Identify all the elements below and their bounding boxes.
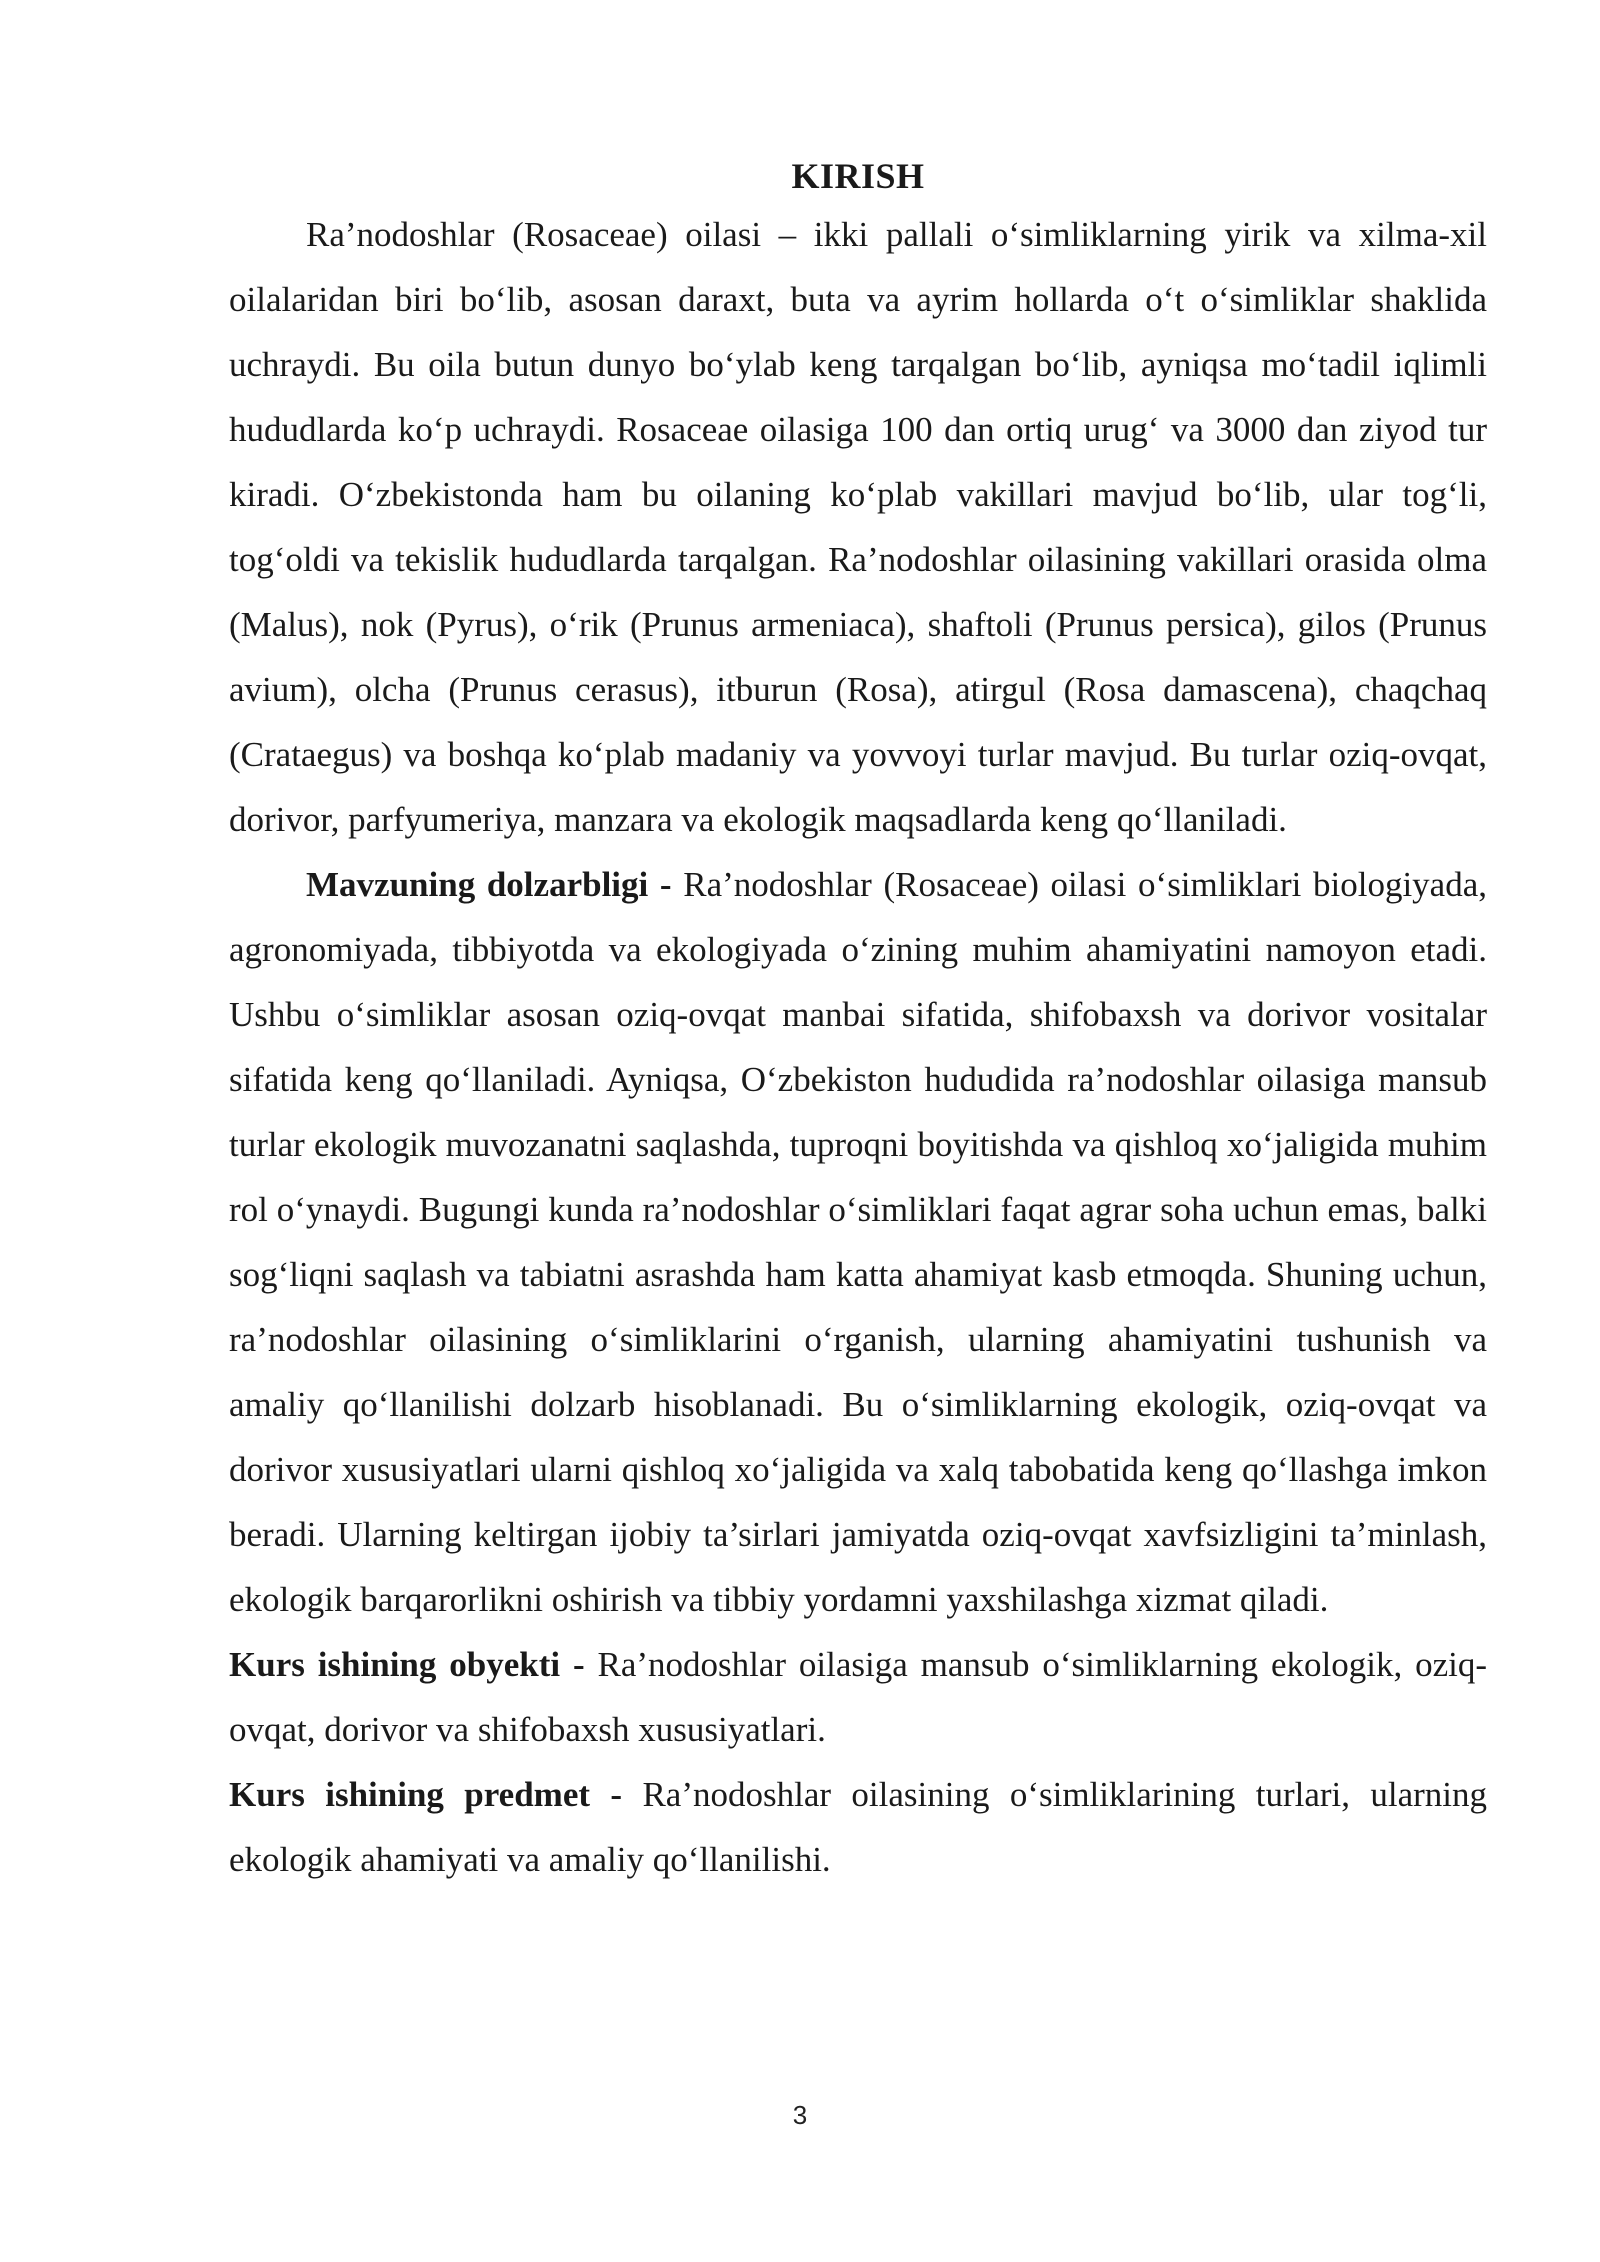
intro-paragraph: Ra’nodoshlar (Rosaceae) oilasi – ikki pallali o‘simliklarning yirik va xilma-xil oilalaridan biri bo‘lib, asosan daraxt, buta va ayrim hollarda o‘t o‘simliklar shaklida uchraydi. Bu oila butun dunyo bo‘ylab keng tarqalgan bo‘lib, ayniqsa mo‘tadil iqlimli hududlarda ko‘p uchraydi. Rosaceae oilasiga 100 dan ortiq urug‘ va 3000 dan ziyod tur kiradi. O‘zbekistonda ham bu oilaning ko‘plab vakillari mavjud bo‘lib, ular tog‘li, tog‘oldi va tekislik hududlarda tarqalgan. Ra’nodoshlar oilasining vakillari orasida olma (Malus), nok (Pyrus), o‘rik (Prunus armeniaca), shaftoli (Prunus persica), gilos (Prunus avium), olcha (Prunus cerasus), itburun (Rosa), atirgul (Rosa damascena), chaqchaq (Crataegus) va boshqa ko‘plab madaniy va yovvoyi turlar mavjud. Bu turlar oziq-ovqat, dorivor, parfyumeriya, manzara va ekologik maqsadlarda keng qo‘llaniladi. [229, 215, 1487, 839]
relevance-separator: - [648, 865, 684, 904]
subject-label: Kurs ishining predmet [229, 1775, 591, 1814]
relevance-text: Ra’nodoshlar (Rosaceae) oilasi o‘simliklari biologiyada, agronomiyada, tibbiyotda va ekologiyada o‘zining muhim ahamiyatini namoyon etadi. Ushbu o‘simliklar asosan oziq-ovqat manbai sifatida, shifobaxsh va dorivor vositalar sifatida keng qo‘llaniladi. Ayniqsa, O‘zbekiston hududida ra’nodoshlar oilasiga mansub turlar ekologik muvozanatni saqlashda, tuproqni boyitishda va qishloq xo‘jaligida muhim rol o‘ynaydi. Bugungi kunda ra’nodoshlar o‘simliklari faqat agrar soha uchun emas, balki sog‘liqni saqlash va tabiatni asrashda ham katta ahamiyat kasb etmoqda. Shuning uchun, ra’nodoshlar oilasining o‘simliklarini o‘rganish, ularning ahamiyatini tushunish va amaliy qo‘llanilishi dolzarb hisoblanadi. Bu o‘simliklarning ekologik, oziq-ovqat va dorivor xususiyatlari ularni qishloq xo‘jaligida va xalq tabobatida keng qo‘llashga imkon beradi. Ularning keltirgan ijobiy ta’sirlari jamiyatda oziq-ovqat xavfsizligini ta’minlash, ekologik barqarorlikni oshirish va tibbiy yordamni yaxshilashga xizmat qiladi. [229, 865, 1487, 1619]
object-separator: - [560, 1645, 598, 1684]
subject-text: Ra’nodoshlar oilasining o‘simliklarining turlari, ularning ekologik ahamiyati va amaliy qo‘llanilishi. [229, 1775, 1488, 1879]
relevance-paragraph [229, 852, 1487, 1632]
object-paragraph [229, 1632, 1487, 1762]
object-text: Ra’nodoshlar oilasiga mansub o‘simliklarning ekologik, oziq-ovqat, dorivor va shifobaxsh xususiyatlari. [229, 1645, 1487, 1749]
page-title: KIRISH [791, 156, 925, 196]
page-number: 3 [792, 2100, 808, 2130]
relevance-label: Mavzuning dolzarbligi [306, 865, 649, 904]
page-content [229, 146, 1487, 1892]
subject-paragraph [229, 1762, 1487, 1892]
subject-separator: - [590, 1775, 643, 1814]
object-label: Kurs ishining obyekti [229, 1645, 561, 1684]
